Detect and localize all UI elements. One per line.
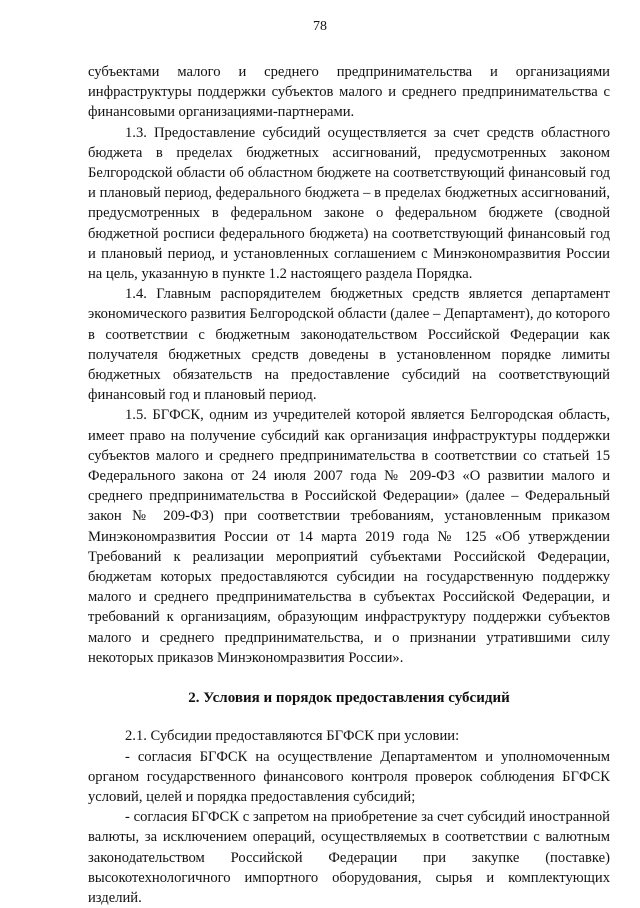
document-body: [88, 62, 610, 908]
paragraph-1-5: 1.5. БГФСК, одним из учредителей которой является Белгородская область, имеет право на получение субсидий как организация инфраструктуры поддержки субъектов малого и среднего предпринимательства в соответствии со статьей 15 Федерального закона от 24 июля 2007 года № 209-ФЗ «О развитии малого и среднего предпринимательства в Российской Федерации» (далее – Федеральный закон № 209-ФЗ) при соответствии требованиям, установленным приказом Минэкономразвития России от 14 марта 2019 года № 125 «Об утверждении Требований к реализации мероприятий субъектами Российской Федерации, бюджетам которых предоставляются субсидии на государственную поддержку малого и среднего предпринимательства в субъектах Российской Федерации, и требований к организациям, образующим инфраструктуру поддержки субъектов малого и среднего предпринимательства, и о признании утратившими силу некоторых приказов Минэкономразвития России».: [88, 407, 610, 666]
paragraph-1-3: 1.3. Предоставление субсидий осуществляется за счет средств областного бюджета в пределах бюджетных ассигнований, предусмотренных законом Белгородской области об областном бюджете на соответствующий финансовый год и плановый период, федерального бюджета – в пределах бюджетных ассигнований, предусмотренных в федеральном законе о федеральном бюджете (сводной бюджетной росписи федерального бюджета) на соответствующий финансовый год и плановый период, и установленных соглашением с Минэкономразвития России на цель, указанную в пункте 1.2 настоящего раздела Порядка.: [88, 124, 610, 283]
paragraph-1-4: 1.4. Главным распорядителем бюджетных средств является департамент экономического развития Белгородской области (далее – Департамент), до которого в соответствии с бюджетным законодательством Российской Федерации как получателя бюджетных средств доведены в установленном порядке лимиты бюджетных обязательств на предоставление субсидий на соответствующий финансовый год и плановый период.: [88, 286, 610, 404]
paragraph-condition-1: - согласия БГФСК на осуществление Департаментом и уполномоченным органом государственного финансового контроля проверок соблюдения БГФСК условий, целей и порядка предоставления субсидий;: [88, 748, 610, 805]
section-heading: 2. Условия и порядок предоставления субсидий: [188, 690, 510, 707]
paragraph-2-1: 2.1. Субсидии предоставляются БГФСК при условии:: [125, 728, 460, 745]
paragraph-condition-2: - согласия БГФСК с запретом на приобретение за счет субсидий иностранной валюты, за исключением операций, осуществляемых в соответствии с валютным законодательством Российской Федерации при закупке (поставке) высокотехнологичного импортного оборудования, сырья и комплектующих изделий.: [88, 809, 610, 906]
page-number: 78: [313, 19, 327, 34]
paragraph-intro: субъектами малого и среднего предпринимательства и организациями инфраструктуры поддержки субъектов малого и среднего предпринимательства с финансовыми организациями-партнерами.: [88, 64, 610, 121]
